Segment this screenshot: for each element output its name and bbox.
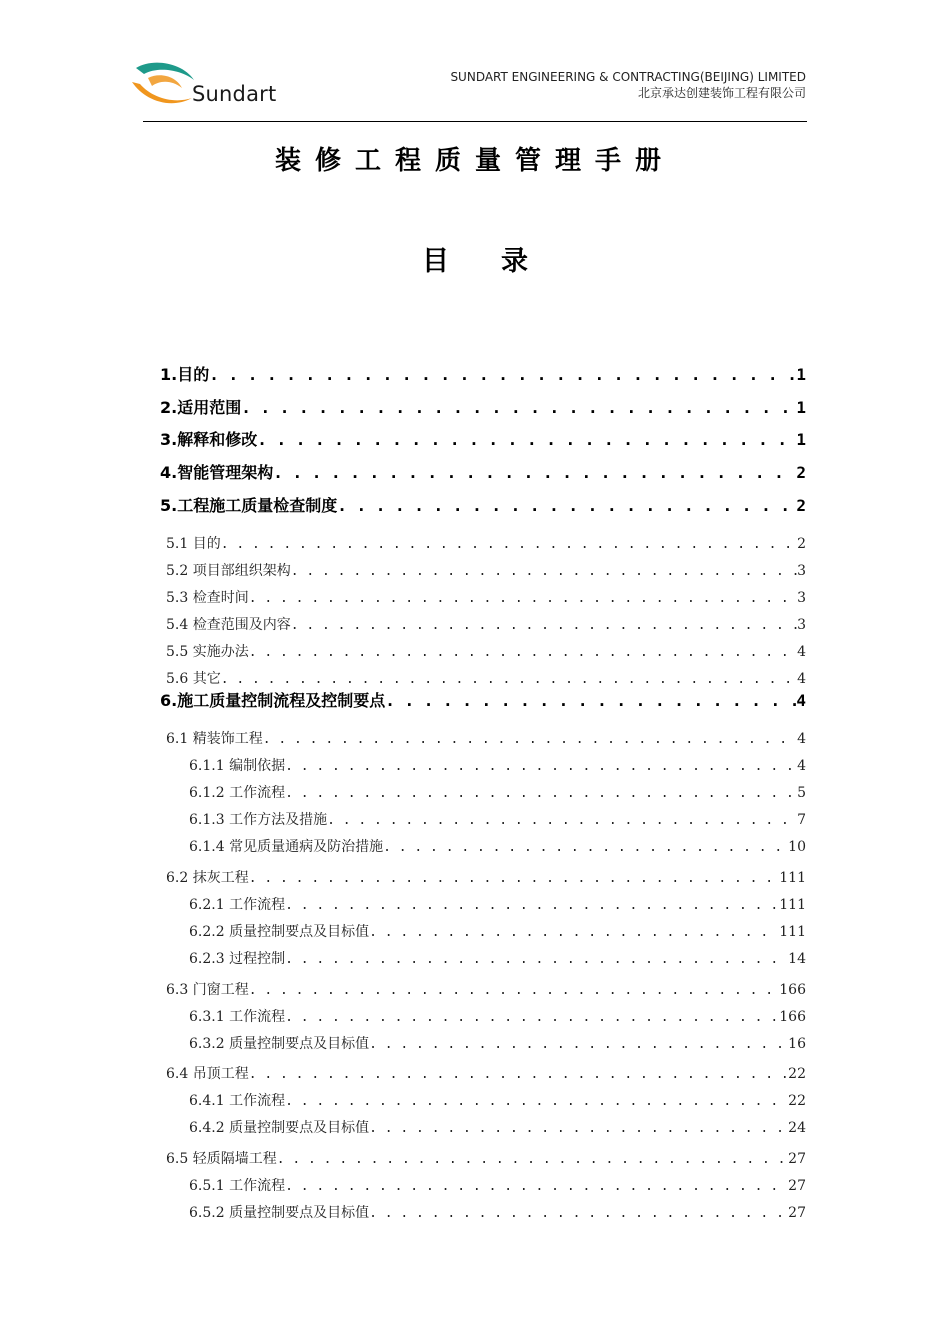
toc-leader-dots — [249, 591, 797, 606]
toc-entry-label: 6.4 吊顶工程 — [166, 1066, 249, 1082]
toc-leader-dots — [369, 925, 779, 940]
toc-entry[interactable] — [189, 1090, 806, 1110]
toc-leader-dots — [291, 564, 797, 579]
toc-entry-page: 3 — [797, 590, 806, 606]
toc-entry-page: 27 — [788, 1151, 806, 1167]
toc-leader-dots — [285, 786, 797, 801]
toc-entry[interactable] — [160, 688, 806, 711]
toc-entry-label: 6.3.2 质量控制要点及目标值 — [189, 1036, 370, 1052]
toc-entry[interactable] — [166, 560, 806, 580]
toc-entry[interactable] — [189, 836, 806, 856]
toc-entry-page: 1 — [796, 365, 806, 384]
company-name — [450, 69, 806, 101]
toc-entry-label: 6.2.2 质量控制要点及目标值 — [189, 924, 370, 940]
toc-entry[interactable] — [189, 1033, 806, 1053]
toc-entry-label: 5.2 项目部组织架构 — [166, 563, 291, 579]
toc-entry[interactable] — [160, 460, 806, 483]
toc-entry-label: 5.工程施工质量检查制度 — [160, 496, 338, 515]
toc-entry[interactable] — [166, 614, 806, 634]
toc-entry-page: 4 — [796, 691, 806, 710]
toc-entry-page: 166 — [779, 982, 806, 998]
toc-entry-page: 2 — [796, 496, 806, 515]
toc-entry[interactable] — [166, 668, 806, 688]
toc-entry-page: 1 — [796, 430, 806, 449]
toc-leader-dots — [369, 1206, 788, 1221]
toc-entry[interactable] — [189, 809, 806, 829]
toc-leader-dots — [221, 672, 797, 687]
toc-entry-page: 2 — [797, 536, 806, 552]
toc-entry-label: 6.1.3 工作方法及措施 — [189, 812, 328, 828]
toc-entry-label: 6.1.1 编制依据 — [189, 758, 286, 774]
toc-entry-label: 1.目的 — [160, 365, 210, 384]
toc-entry[interactable] — [189, 948, 806, 968]
toc-entry-label: 6.4.2 质量控制要点及目标值 — [189, 1120, 370, 1136]
toc-entry-page: 24 — [788, 1120, 806, 1136]
toc-leader-dots — [249, 645, 797, 660]
toc-entry-page: 1 — [796, 398, 806, 417]
company-name-cn: 北京承达创建装饰工程有限公司 — [637, 86, 806, 100]
toc-entry[interactable] — [189, 1175, 806, 1195]
toc-entry[interactable] — [160, 427, 806, 450]
toc-entry-page: 4 — [797, 758, 806, 774]
toc-entry-label: 5.3 检查时间 — [166, 590, 249, 606]
toc-entry-label: 6.2.1 工作流程 — [189, 897, 286, 913]
toc-leader-dots — [385, 691, 796, 710]
toc-entry[interactable] — [166, 1148, 806, 1168]
toc-entry-page: 7 — [797, 812, 806, 828]
toc-leader-dots — [337, 496, 796, 515]
toc-entry[interactable] — [166, 1063, 806, 1083]
document-title: 装修工程质量管理手册 — [274, 146, 675, 176]
toc-entry-label: 5.4 检查范围及内容 — [166, 617, 291, 633]
toc-entry-label: 6.1 精装饰工程 — [166, 731, 263, 747]
company-name-en: SUNDART ENGINEERING & CONTRACTING(BEIJING) LIMITED — [450, 70, 806, 84]
sundart-logo — [130, 60, 290, 112]
toc-entry-page: 5 — [797, 785, 806, 801]
toc-entry-label: 5.1 目的 — [166, 536, 221, 552]
toc-entry-page: 4 — [797, 731, 806, 747]
toc-leader-dots — [327, 813, 797, 828]
toc-leader-dots — [369, 1037, 788, 1052]
toc-entry-label: 4.智能管理架构 — [160, 463, 274, 482]
toc-entry-label: 3.解释和修改 — [160, 430, 258, 449]
toc-heading — [0, 239, 950, 278]
logo-text: Sundart — [192, 82, 277, 106]
sundart-swoosh-icon — [130, 60, 200, 112]
toc-entry[interactable] — [160, 493, 806, 516]
toc-entry[interactable] — [189, 1202, 806, 1222]
toc-entry[interactable] — [189, 755, 806, 775]
toc-entry[interactable] — [189, 1006, 806, 1026]
toc-entry-label: 6.4.1 工作流程 — [189, 1093, 286, 1109]
toc-entry-page: 4 — [797, 671, 806, 687]
toc-leader-dots — [277, 1152, 788, 1167]
toc-heading-b: 录 — [501, 246, 528, 277]
toc-entry-page: 166 — [779, 1009, 806, 1025]
toc-leader-dots — [221, 537, 797, 552]
toc-entry-label: 6.3 门窗工程 — [166, 982, 249, 998]
toc-entry[interactable] — [160, 362, 806, 385]
toc-entry[interactable] — [166, 979, 806, 999]
toc-entry-page: 3 — [797, 563, 806, 579]
toc-entry-label: 5.6 其它 — [166, 671, 221, 687]
toc-leader-dots — [285, 898, 779, 913]
toc-entry-page: 16 — [788, 1036, 806, 1052]
toc-entry[interactable] — [189, 1117, 806, 1137]
toc-heading-a: 目 — [422, 246, 449, 277]
toc-leader-dots — [241, 398, 796, 417]
toc-entry-label: 6.施工质量控制流程及控制要点 — [160, 691, 386, 710]
toc-entry-label: 6.3.1 工作流程 — [189, 1009, 286, 1025]
toc-entry[interactable] — [189, 921, 806, 941]
toc-leader-dots — [291, 618, 797, 633]
toc-entry-label: 6.5 轻质隔墙工程 — [166, 1151, 277, 1167]
toc-entry-label: 6.2.3 过程控制 — [189, 951, 286, 967]
toc-entry-page: 27 — [788, 1205, 806, 1221]
toc-leader-dots — [249, 1067, 788, 1082]
toc-entry-label: 5.5 实施办法 — [166, 644, 249, 660]
toc-leader-dots — [285, 1094, 788, 1109]
toc-entry-page: 2 — [796, 463, 806, 482]
toc-entry-page: 27 — [788, 1178, 806, 1194]
toc-entry-page: 3 — [797, 617, 806, 633]
toc-leader-dots — [273, 463, 796, 482]
toc-entry-page: 111 — [779, 870, 806, 886]
toc-entry[interactable] — [166, 587, 806, 607]
toc-leader-dots — [263, 732, 797, 747]
toc-entry[interactable] — [166, 867, 806, 887]
toc-leader-dots — [285, 952, 788, 967]
toc-entry-label: 6.5.2 质量控制要点及目标值 — [189, 1205, 370, 1221]
toc-leader-dots — [369, 1121, 788, 1136]
toc-entry-label: 6.1.4 常见质量通病及防治措施 — [189, 839, 384, 855]
toc-entry-label: 6.2 抹灰工程 — [166, 870, 249, 886]
toc-entry-label: 6.5.1 工作流程 — [189, 1178, 286, 1194]
toc-entry-page: 111 — [779, 897, 806, 913]
toc-leader-dots — [383, 840, 788, 855]
toc-leader-dots — [249, 983, 780, 998]
toc-entry-page: 111 — [779, 924, 806, 940]
toc-leader-dots — [285, 1179, 788, 1194]
toc-entry[interactable] — [160, 395, 806, 418]
toc-entry[interactable] — [166, 641, 806, 661]
toc-entry[interactable] — [189, 894, 806, 914]
toc-entry-label: 2.适用范围 — [160, 398, 242, 417]
toc-entry-page: 4 — [797, 644, 806, 660]
toc-entry-page: 14 — [788, 951, 806, 967]
toc-entry[interactable] — [166, 533, 806, 553]
toc-entry-page: 10 — [788, 839, 806, 855]
toc-leader-dots — [209, 365, 796, 384]
toc-entry[interactable] — [166, 728, 806, 748]
toc-leader-dots — [285, 759, 797, 774]
header-divider — [143, 121, 807, 122]
toc-leader-dots — [285, 1010, 779, 1025]
toc-leader-dots — [249, 871, 780, 886]
page-header — [0, 0, 950, 125]
toc-entry-page: 22 — [788, 1093, 806, 1109]
toc-entry-label: 6.1.2 工作流程 — [189, 785, 286, 801]
toc-leader-dots — [257, 430, 796, 449]
toc-entry-page: 22 — [788, 1066, 806, 1082]
toc-entry[interactable] — [189, 782, 806, 802]
